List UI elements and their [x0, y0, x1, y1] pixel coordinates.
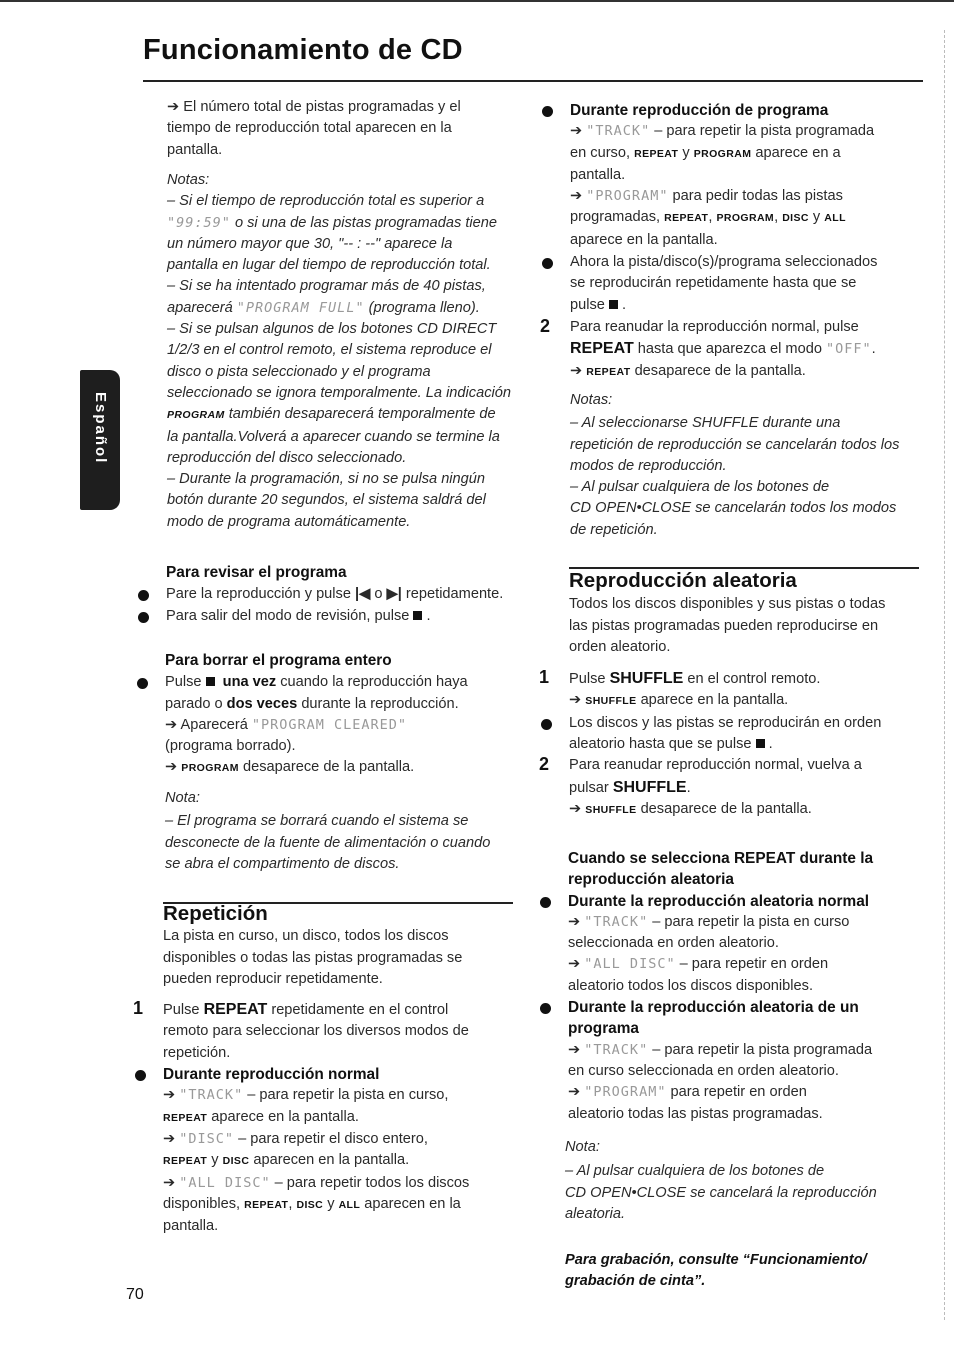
- step-number: 1: [133, 998, 144, 1019]
- bullet-icon: [138, 590, 149, 601]
- display-text: "PROGRAM FULL": [236, 299, 365, 316]
- repeat-title: Repetición: [163, 902, 268, 925]
- stop-icon: [609, 300, 618, 309]
- note-line: 1/2/3 en el control remoto, el sistema reproduce el: [167, 342, 492, 359]
- note-line: – Si se ha intentado programar más de 40 pistas,: [167, 278, 486, 295]
- prev-track-icon: |◀: [355, 586, 371, 603]
- note-title: Nota:: [565, 1139, 600, 1155]
- intro-line: tiempo de reproducción total aparecen en la: [167, 120, 452, 137]
- shuffle-note: Nota: – Al pulsar cualquiera de los botones de CD OPEN•CLOSE se cancelará la reproducción aleatoria.: [565, 1137, 917, 1225]
- display-text: "PROGRAM CLEARED": [251, 716, 408, 733]
- clear-section: Para borrar el programa entero Pulse una vez cuando la reproducción haya parado o dos veces durante la reproducción. ➔ Aparecerá "PROGRAM CLEARED" (programa borrado). ➔ PROGRAM desaparece de la pantalla.: [165, 650, 535, 780]
- page-number: 70: [126, 1286, 144, 1303]
- bullet-icon: [541, 719, 552, 730]
- note-line: reproducción del disco seleccionado.: [167, 449, 407, 466]
- note-line: la pantalla.Volverá a aparecer cuando se termine la: [167, 428, 500, 445]
- language-tab: [80, 370, 120, 510]
- bullet-icon: [137, 678, 148, 689]
- title-rule: [143, 80, 923, 82]
- bullet-icon: [540, 1003, 551, 1014]
- margin-line: [944, 30, 945, 1320]
- program-repeat-section: Durante reproducción de programa ➔ "TRACK" – para repetir la pista programada en curso, REPEAT y PROGRAM aparece en a pantalla. ➔ "PROGRAM" para pedir todas las pistas programadas, REPEAT, PROGRAM, DISC y ALL aparece en la pantalla. Ahora la pista/disco(s)/programa seleccionados se reproducirán repetidamente hasta que se pulse . 2 Para reanudar la reproducción normal, pulse REPEAT hasta que aparezca el modo "OFF". ➔ REPEAT desaparece de la pantalla.: [540, 102, 878, 379]
- shuffle-repeat-section: Cuando se selecciona REPEAT durante la reproducción aleatoria Durante la reproducción aleatoria normal ➔ "TRACK" – para repetir la pista en curso seleccionada en orden aleatorio. ➔ "ALL DISC" – para repetir en orden aleatorio todos los discos disponibles. Durante la reproducción aleatoria de un programa ➔ "TRACK" – para repetir la pista programada en curso seleccionada en orden aleatorio. ➔ "PROGRAM" para repetir en orden aleatorio todas las pistas programadas.: [568, 848, 920, 1125]
- note-line: "99:59" o si una de las pistas programadas tiene: [167, 214, 497, 231]
- page-title: Funcionamiento de CD: [143, 34, 463, 66]
- stop-icon: [206, 677, 215, 686]
- notes-block: [167, 170, 527, 533]
- language-tab-label: Español: [92, 392, 109, 465]
- bullet-icon: [135, 1070, 146, 1081]
- review-step: Para salir del modo de revisión, pulse .: [166, 606, 536, 627]
- top-border: [0, 0, 954, 2]
- review-step: Pare la reproducción y pulse |◀ o ▶| repetidamente.: [166, 584, 536, 605]
- repeat-section: Repetición La pista en curso, un disco, todos los discos disponibles o todas las pistas programadas se pueden reproducir repetidamente. 1 Pulse REPEAT repetidamente en el control remoto para seleccionar los diversos modos de repetición. Durante reproducción normal ➔ "TRACK" – para repetir la pista en curso, REPEAT aparece en la pantalla. ➔ "DISC" – para repetir el disco entero, REPEAT y DISC aparecen en la pantalla. ➔ "ALL DISC" – para repetir todos los discos disponibles, REPEAT, DISC y ALL aparecen en la pantalla.: [163, 903, 533, 1237]
- bullet-icon: [542, 258, 553, 269]
- notes-title: Notas:: [167, 172, 210, 188]
- note-line: botón durante 20 segundos, el sistema saldrá del: [167, 492, 486, 509]
- note-line: seleccionado se ignora temporalmente. La indicación: [167, 384, 511, 401]
- left-intro: [167, 97, 527, 161]
- bullet-icon: [540, 897, 551, 908]
- note-line: modo de programa automáticamente.: [167, 513, 411, 530]
- note-line: disco o pista seleccionado y el programa: [167, 363, 431, 380]
- next-track-icon: ▶|: [386, 586, 402, 603]
- shuffle-section: Reproducción aleatoria Todos los discos disponibles y sus pistas o todas las pistas programadas pueden reproducirse en orden aleatorio. 1 Pulse SHUFFLE en el control remoto. ➔ SHUFFLE aparece en la pantalla. Los discos y las pistas se reproducirán en orden aleatorio hasta que se pulse . 2 Para reanudar reproducción normal, vuelva a pulsar SHUFFLE. ➔ SHUFFLE desaparece de la pantalla.: [569, 570, 919, 821]
- step-number: 1: [539, 667, 550, 688]
- step-number: 2: [539, 754, 550, 775]
- note-line: un número mayor que 30, "-- : --" aparece la: [167, 235, 453, 252]
- bullet-icon: [542, 106, 553, 117]
- note-line: pantalla en lugar del tiempo de reproducción total.: [167, 257, 491, 274]
- stop-icon: [756, 739, 765, 748]
- stop-icon: [413, 611, 422, 620]
- note-line: aparecerá "PROGRAM FULL" (programa lleno).: [167, 299, 480, 316]
- intro-line: ➔ El número total de pistas programadas y el: [167, 99, 461, 115]
- bullet-icon: [138, 612, 149, 623]
- review-section: [166, 562, 536, 627]
- intro-line: pantalla.: [167, 141, 223, 158]
- note-title: Nota:: [165, 790, 200, 806]
- note-line: – Si se pulsan algunos de los botones CD DIRECT: [167, 321, 497, 338]
- notes-title: Notas:: [570, 392, 613, 408]
- note-line: – Durante la programación, si no se pulsa ningún: [167, 471, 486, 488]
- recording-reference: Para grabación, consulte “Funcionamiento/ grabación de cinta”.: [565, 1252, 867, 1290]
- review-title: Para revisar el programa: [166, 564, 347, 581]
- repeat-notes: Notas: – Al seleccionarse SHUFFLE durante una repetición de reproducción se cancelarán todos los modos de reproducción. – Al pulsar cualquiera de los botones de CD OPEN•CLOSE se cancelarán todos los modos de repetición.: [570, 390, 920, 541]
- clear-title: Para borrar el programa entero: [165, 652, 392, 669]
- shuffle-title: Reproducción aleatoria: [569, 569, 797, 592]
- clear-note: Nota: – El programa se borrará cuando el sistema se desconecte de la fuente de alimentación o cuando se abra el compartimento de discos.: [165, 788, 535, 875]
- step-number: 2: [540, 315, 551, 336]
- note-line: PROGRAM también desaparecerá temporalmente de: [167, 406, 496, 423]
- note-line: – Si el tiempo de reproducción total es superior a: [167, 193, 485, 210]
- display-text: "99:59": [167, 214, 231, 231]
